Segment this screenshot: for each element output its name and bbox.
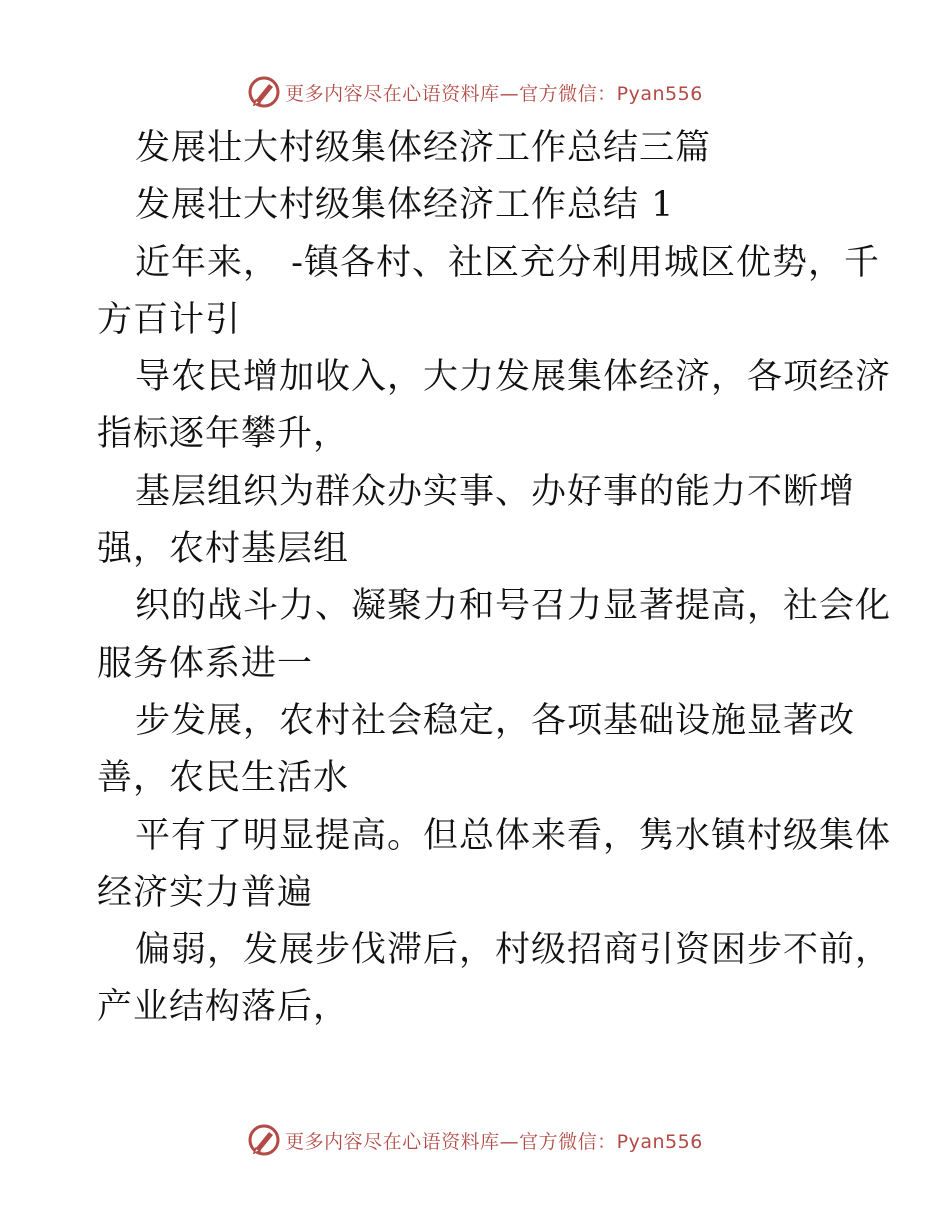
banner-text: 更多内容尽在心语资料库—官方微信：Pyan556 [285, 82, 703, 105]
paragraph-line: 基层组织为群众办实事、办好事的能力不断增 [135, 471, 856, 512]
paragraph-line: 近年来， -镇各村、社区充分利用城区优势，千 [135, 242, 880, 283]
paragraph-line: 善，农民生活水 [97, 758, 350, 799]
paragraph-line: 方百计引 [97, 299, 242, 340]
pen-logo-icon [247, 1123, 281, 1157]
paragraph-line: 导农民增加收入，大力发展集体经济，各项经济 [135, 357, 892, 398]
document-title: 发展壮大村级集体经济工作总结三篇 [135, 128, 712, 168]
paragraph-line: 强，农村基层组 [97, 529, 350, 570]
document-body [97, 120, 892, 1037]
banner-text: 更多内容尽在心语资料库—官方微信：Pyan556 [285, 1130, 703, 1153]
header-banner [0, 70, 950, 114]
document-subtitle: 发展壮大村级集体经济工作总结 1 [135, 185, 675, 226]
paragraph-line: 产业结构落后， [97, 987, 350, 1028]
paragraph-line: 指标逐年攀升， [97, 414, 350, 455]
paragraph-line: 经济实力普遍 [97, 872, 314, 913]
paragraph-line: 偏弱，发展步伐滞后，村级招商引资困步不前， [135, 930, 892, 971]
paragraph-line: 服务体系进一 [97, 643, 314, 684]
paragraph-line: 织的战斗力、凝聚力和号召力显著提高，社会化 [135, 586, 892, 627]
pen-logo-icon [247, 75, 281, 109]
paragraph-line: 步发展，农村社会稳定，各项基础设施显著改 [135, 700, 856, 741]
footer-banner [0, 1118, 950, 1162]
paragraph-line: 平有了明显提高。但总体来看，隽水镇村级集体 [135, 815, 892, 856]
